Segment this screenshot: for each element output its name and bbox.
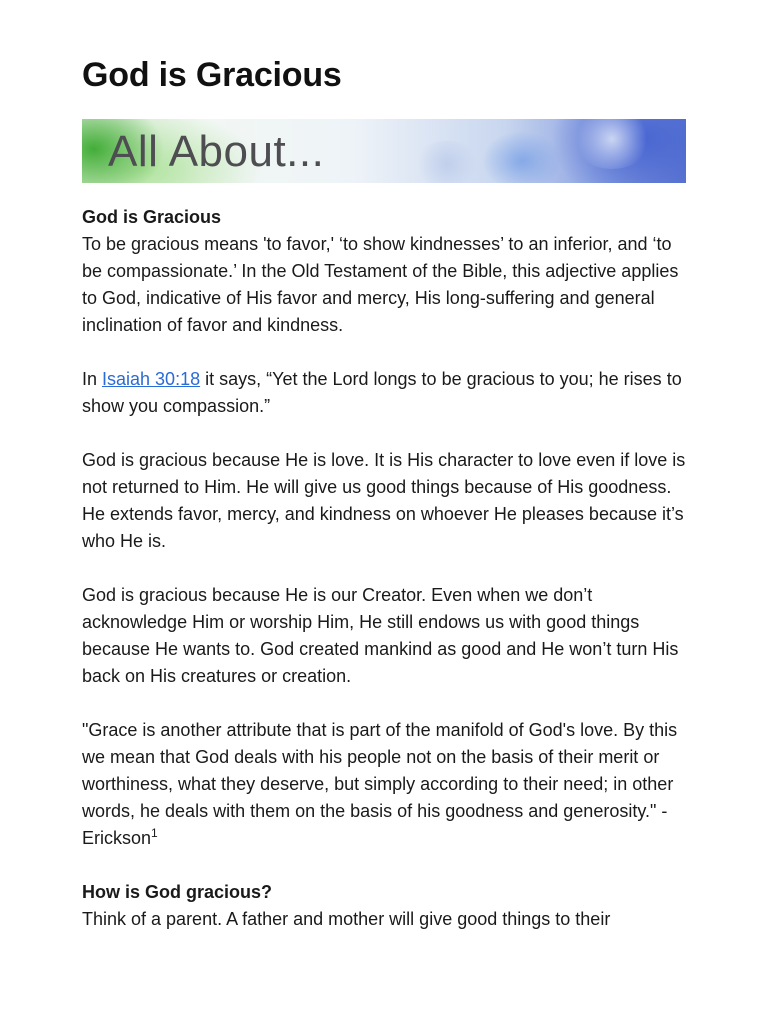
section-heading: God is Gracious — [82, 207, 222, 227]
scripture-link[interactable]: Isaiah 30:18 — [102, 369, 201, 389]
quote-paragraph — [82, 717, 694, 852]
banner-text: All About... — [108, 127, 325, 176]
paragraph-love: God is gracious because He is love. It is His character to love even if love is not returned to Him. He will give us good things because of His goodness. He extends favor, mercy, and kindness on whoever He pleases because it’s who He is. — [82, 450, 686, 551]
page-title: God is Gracious — [82, 56, 342, 94]
quote-text: "Grace is another attribute that is part of the manifold of God's love. By this we mean that God deals with his people not on the basis of their merit or worthiness, what they deserve, but simply according to their need; in other words, he deals with them on the basis of his goodness and generosity." - Erickson — [82, 720, 678, 848]
paragraph-text: To be gracious means 'to favor,' ‘to show kindnesses’ to an inferior, and ‘to be compassionate.’ In the Old Testament of the Bible, this adjective applies to God, indicative of His favor and mercy, His long-suffering and general inclination of favor and kindness. — [82, 234, 679, 335]
all-about-banner — [82, 119, 686, 183]
footnote-marker[interactable]: 1 — [151, 826, 158, 840]
paragraph-creator: God is gracious because He is our Creator. Even when we don’t acknowledge Him or worship Him, He still endows us with good things because He wants to. God created mankind as good and He won’t turn His back on His creatures or creation. — [82, 585, 679, 686]
section-how — [82, 879, 694, 933]
article-body — [82, 204, 694, 960]
banner-decoration — [412, 141, 482, 183]
section-intro — [82, 204, 694, 339]
verse-paragraph — [82, 366, 694, 420]
verse-prefix: In — [82, 369, 103, 389]
verse-text: it says, “Yet the Lord longs to be gracious to you; he rises to show you compassion.” — [82, 369, 682, 416]
paragraph-text: Think of a parent. A father and mother will give good things to their — [82, 909, 611, 929]
banner-decoration — [572, 119, 652, 169]
section-heading: How is God gracious? — [82, 882, 273, 902]
